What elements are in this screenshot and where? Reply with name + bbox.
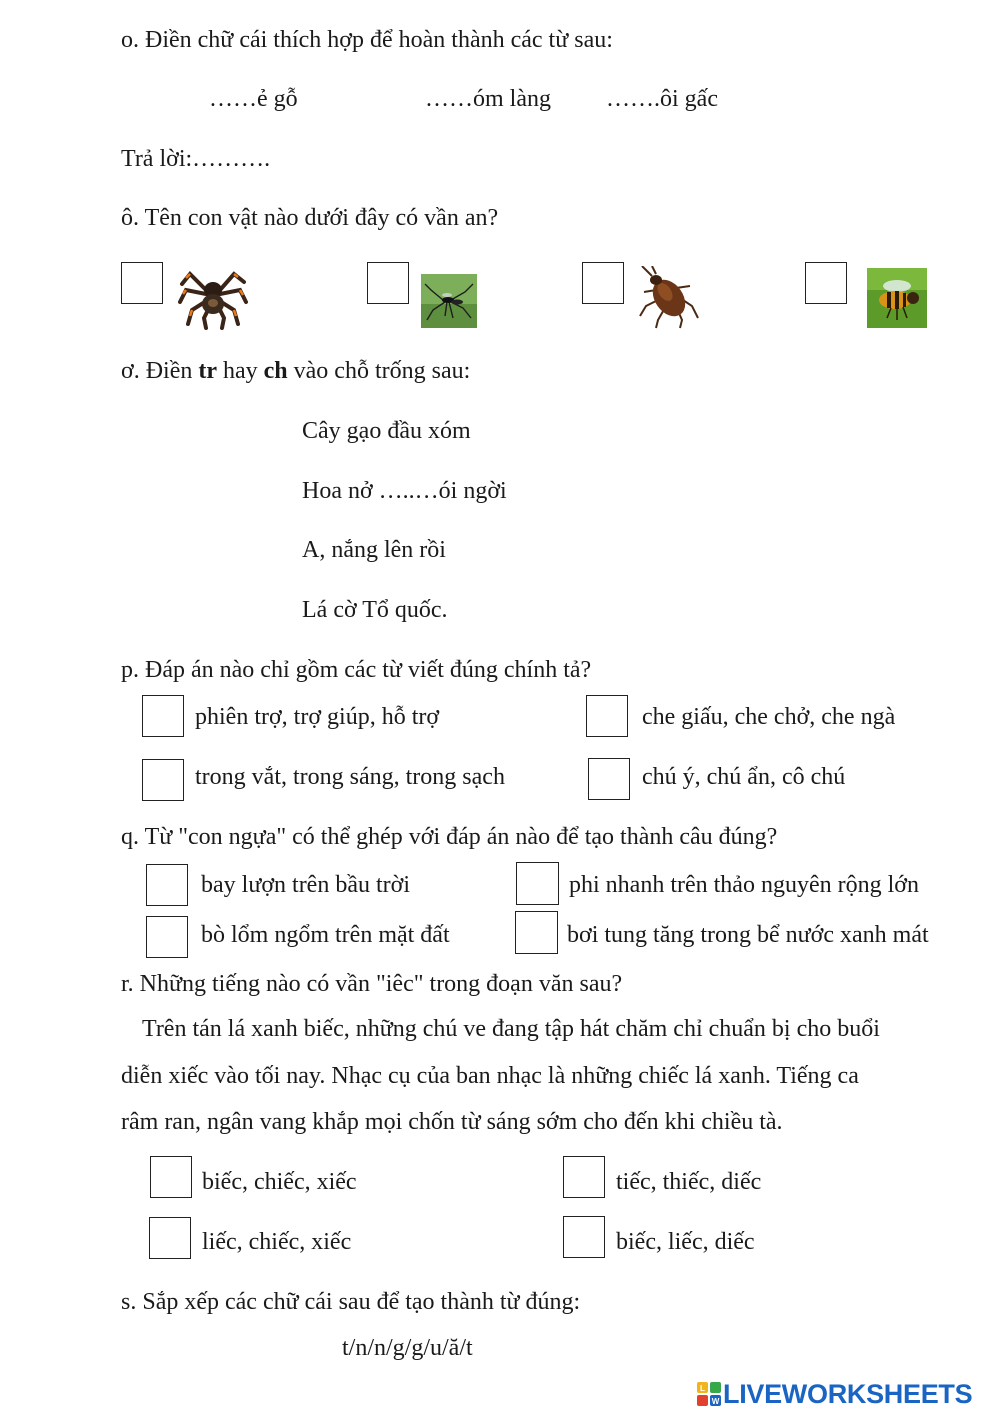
option-q-1: bay lượn trên bầu trời [201,872,411,898]
checkbox-spider[interactable] [121,262,163,304]
checkbox-cockroach[interactable] [582,262,624,304]
question-o-title: o. Điền chữ cái thích hợp để hoàn thành các từ sau: [121,27,613,53]
checkbox-bee[interactable] [805,262,847,304]
option-r-2: tiếc, thiếc, diếc [616,1169,762,1195]
checkbox-p-4[interactable] [588,758,630,800]
question-r-title: r. Những tiếng nào có vần "iêc" trong đoạn văn sau? [121,971,623,997]
option-r-4: biếc, liếc, diếc [616,1229,755,1255]
logo-mark-letter-l: L [700,1384,705,1393]
option-p-3: trong vắt, trong sáng, trong sạch [195,764,505,790]
paragraph-line-3: râm ran, ngân vang khắp mọi chốn từ sáng sớm cho đến khi chiều tà. [121,1109,783,1135]
mosquito-icon [421,274,477,328]
option-p-2: che giấu, che chở, che ngà [642,704,896,730]
bee-icon [867,268,927,328]
paragraph-line-1: Trên tán lá xanh biếc, những chú ve đang tập hát chăm chỉ chuẩn bị cho buổi [142,1016,880,1042]
poem-line-1: Cây gạo đầu xóm [302,418,471,444]
question-s-title: s. Sắp xếp các chữ cái sau để tạo thành từ đúng: [121,1289,581,1315]
checkbox-r-2[interactable] [563,1156,605,1198]
checkbox-q-2[interactable] [516,862,559,905]
option-q-2: phi nhanh trên thảo nguyên rộng lớn [569,872,919,898]
answer-label[interactable]: Trả lời:………. [121,146,271,172]
checkbox-q-3[interactable] [146,916,188,958]
poem-line-4: Lá cờ Tổ quốc. [302,597,448,623]
paragraph-line-2: diễn xiếc vào tối nay. Nhạc cụ của ban nhạc là những chiếc lá xanh. Tiếng ca [121,1063,859,1089]
option-q-3: bò lổm ngổm trên mặt đất [201,922,450,948]
liveworksheets-mark-icon [697,1382,721,1406]
liveworksheets-logo [697,1378,972,1410]
logo-mark-letter-w: W [711,1397,720,1406]
poem-line-3: A, nắng lên rồi [302,537,446,563]
checkbox-r-3[interactable] [149,1217,191,1259]
option-r-1: biếc, chiếc, xiếc [202,1169,357,1195]
blank-word-3: …….ôi gấc [606,86,718,112]
question-o-horn-title: ơ. Điền tr hay ch vào chỗ trống sau: [121,358,471,384]
spider-icon [176,260,250,330]
checkbox-p-3[interactable] [142,759,184,801]
checkbox-q-1[interactable] [146,864,188,906]
blank-word-1: ……ẻ gỗ [209,86,298,112]
option-p-4: chú ý, chú ẩn, cô chú [642,764,846,790]
checkbox-r-1[interactable] [150,1156,192,1198]
question-o-hat-title: ô. Tên con vật nào dưới đây có vần an? [121,205,499,231]
checkbox-mosquito[interactable] [367,262,409,304]
checkbox-p-2[interactable] [586,695,628,737]
question-p-title: p. Đáp án nào chỉ gồm các từ viết đúng chính tả? [121,657,592,683]
option-p-1: phiên trợ, trợ giúp, hỗ trợ [195,704,440,730]
option-q-4: bơi tung tăng trong bể nước xanh mát [567,922,929,948]
checkbox-r-4[interactable] [563,1216,605,1258]
checkbox-q-4[interactable] [515,911,558,954]
letters-to-arrange: t/n/n/g/g/u/ă/t [342,1335,473,1361]
cockroach-icon [636,266,702,330]
question-q-title: q. Từ "con ngựa" có thể ghép với đáp án nào để tạo thành câu đúng? [121,824,778,850]
checkbox-p-1[interactable] [142,695,184,737]
option-r-3: liếc, chiếc, xiếc [202,1229,352,1255]
blank-word-2: ……óm làng [425,86,551,112]
brand-name: LIVEWORKSHEETS [723,1378,973,1409]
poem-line-2: Hoa nở …..…ói ngời [302,478,507,504]
